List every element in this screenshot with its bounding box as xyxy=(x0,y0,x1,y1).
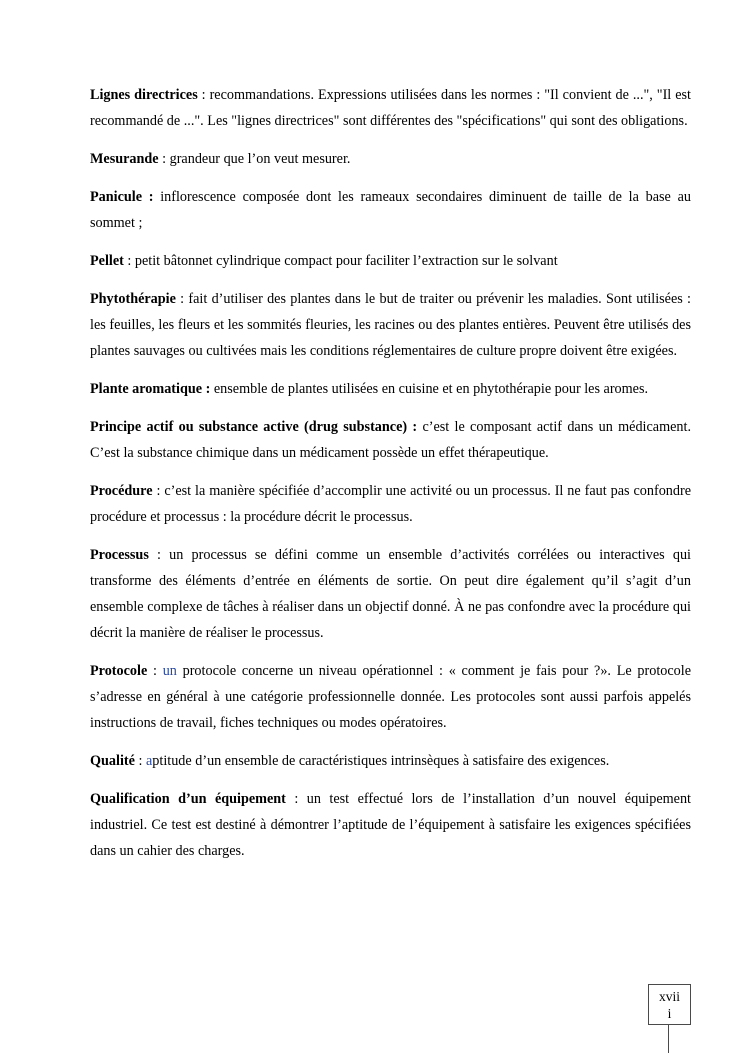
definition-text: : xyxy=(134,753,146,769)
term-text: Principe actif ou substance active (drug substance) : xyxy=(90,419,418,435)
page-number-rule xyxy=(668,1025,669,1053)
definition-text: : grandeur que l’on veut mesurer. xyxy=(158,151,351,167)
glossary-entry xyxy=(90,82,691,134)
glossary-entry xyxy=(90,376,691,402)
term-text: Processus xyxy=(90,547,149,563)
term-text: Plante aromatique : xyxy=(90,381,211,397)
definition-text: : recommandations. Expressions utilisées dans les normes : "Il convient de ...", "Il est recommandé de ...". Les "lignes directrices" sont différentes des "spécifications" qui sont des obligations. xyxy=(90,87,691,129)
definition-text: protocole concerne un niveau opérationnel : « comment je fais pour ?». Le protocole s’adresse en général à une catégorie professionnelle donnée. Les protocoles sont aussi parfois appelés instructions de travail, fiches techniques ou modes opératoires. xyxy=(90,663,691,731)
glossary xyxy=(90,82,691,876)
page-number-line1: xvii xyxy=(658,988,680,1004)
definition-text: un xyxy=(162,663,177,679)
term-text: Protocole xyxy=(90,663,148,679)
definition-text: : petit bâtonnet cylindrique compact pour faciliter l’extraction sur le solvant xyxy=(123,253,558,269)
glossary-entry xyxy=(90,478,691,530)
term-text: Procédure xyxy=(90,483,153,499)
definition-text: ptitude d’un ensemble de caractéristiques intrinsèques à satisfaire des exigences. xyxy=(152,753,610,769)
definition-text: : un processus se défini comme un ensemble d’activités corrélées ou interactives qui transforme des éléments d’entrée en éléments de sortie. On peut dire également qu’il s’agit d’un ensemble complexe de tâches à réaliser dans un objectif donné. À ne pas confondre avec la procédure qui décrit la manière de réaliser le processus. xyxy=(90,547,691,641)
term-text: Mesurande xyxy=(90,151,159,167)
term-text: Pellet xyxy=(90,253,124,269)
definition-text: : un test effectué lors de l’installation d’un nouvel équipement industriel. Ce test est destiné à démontrer l’aptitude de l’équipement à satisfaire les exigences spécifiées dans un cahier des charges. xyxy=(90,791,691,859)
glossary-entry xyxy=(90,184,691,236)
glossary-entry xyxy=(90,748,691,774)
glossary-entry xyxy=(90,414,691,466)
definition-text: a xyxy=(145,753,153,769)
definition-text: ensemble de plantes utilisées en cuisine et en phytothérapie pour les aromes. xyxy=(210,381,649,397)
glossary-entry xyxy=(90,658,691,736)
term-text: Qualité xyxy=(90,753,135,769)
definition-text: : fait d’utiliser des plantes dans le but de traiter ou prévenir les maladies. Sont utilisées : les feuilles, les fleurs et les sommités fleuries, les racines ou des plantes entières. Peuvent être utilisés des plantes sauvages ou cultivées mais les conditions réglementaires de culture propre doivent être exigées. xyxy=(90,291,691,359)
page-number-box xyxy=(648,984,691,1025)
term-text: Qualification d’un équipement xyxy=(90,791,286,807)
glossary-entry xyxy=(90,786,691,864)
definition-text: : c’est la manière spécifiée d’accomplir une activité ou un processus. Il ne faut pas confondre procédure et processus : la procédure décrit le processus. xyxy=(90,483,691,525)
term-text: Panicule : xyxy=(90,189,154,205)
glossary-entry xyxy=(90,146,691,172)
definition-text: : xyxy=(147,663,163,679)
definition-text: inflorescence composée dont les rameaux secondaires diminuent de taille de la base au sommet ; xyxy=(90,189,691,231)
term-text: Phytothérapie xyxy=(90,291,176,307)
glossary-entry xyxy=(90,286,691,364)
glossary-entry xyxy=(90,542,691,646)
page-number-line2: i xyxy=(667,1005,672,1021)
term-text: Lignes directrices xyxy=(90,87,198,103)
glossary-entry xyxy=(90,248,691,274)
definition-text: c’est le composant actif dans un médicament. C’est la substance chimique dans un médicament possède un effet thérapeutique. xyxy=(90,419,691,461)
